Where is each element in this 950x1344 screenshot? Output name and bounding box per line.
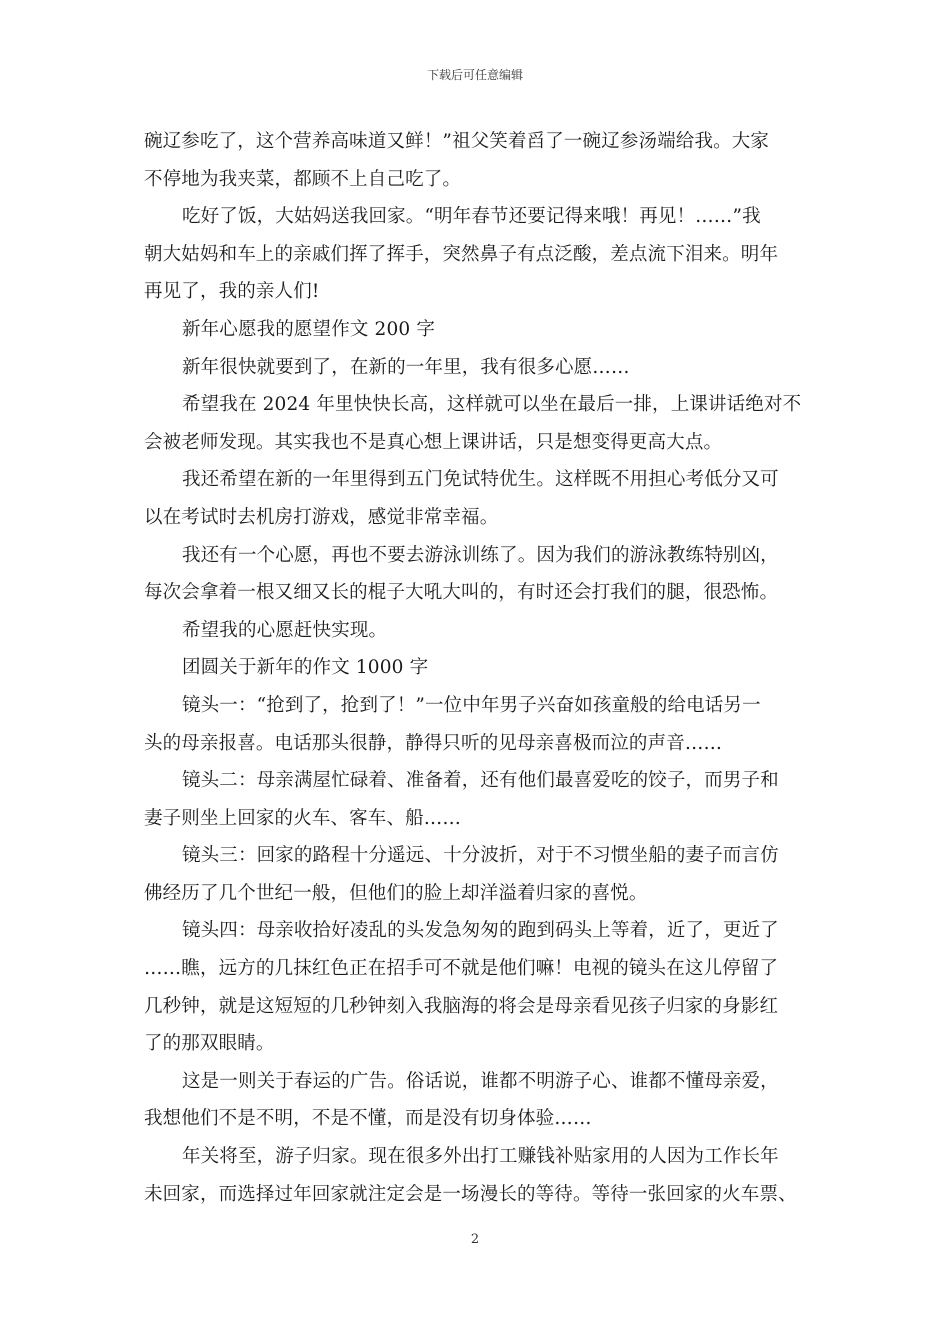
text-line: ……瞧，远方的几抹红色正在招手可不就是他们嘛！电视的镜头在这儿停留了: [144, 958, 779, 980]
text-line: 未回家，而选择过年回家就注定会是一场漫长的等待。等待一张回家的火车票、: [144, 1183, 797, 1205]
text-line: 希望我的心愿赶快实现。: [182, 619, 388, 641]
text-line: 我想他们不是不明，不是不懂，而是没有切身体验……: [144, 1108, 592, 1130]
text-line: 会被老师发现。其实我也不是真心想上课讲话，只是想变得更高大点。: [144, 431, 723, 453]
text-line: 镜头四：母亲收拾好凌乱的头发急匆匆的跑到码头上等着，近了，更近了: [182, 920, 779, 942]
text-line: 朝大姑妈和车上的亲戚们挥了挥手，突然鼻子有点泛酸，差点流下泪来。明年: [144, 243, 779, 265]
document-body: [144, 123, 812, 1213]
text-line: 新年很快就要到了，在新的一年里，我有很多心愿……: [182, 356, 630, 378]
text-line: 我还希望在新的一年里得到五门免试特优生。这样既不用担心考低分又可: [182, 469, 779, 491]
text-line: 几秒钟，就是这短短的几秒钟刻入我脑海的将会是母亲看见孩子归家的身影红: [144, 995, 779, 1017]
text-line: 这是一则关于春运的广告。俗话说，谁都不明游子心、谁都不懂母亲爱，: [182, 1070, 779, 1092]
text-line: 了的那双眼睛。: [144, 1033, 275, 1055]
text-line: 再见了，我的亲人们!: [144, 281, 320, 303]
text-line: 碗辽参吃了，这个营养高味道又鲜！”祖父笑着舀了一碗辽参汤端给我。大家: [144, 131, 770, 152]
text-line: 吃好了饭，大姑妈送我回家。“明年春节还要记得来哦！再见！……”我: [182, 206, 761, 228]
text-line: 希望我在 2024 年里快快长高，这样就可以坐在最后一排，上课讲话绝对不: [182, 394, 802, 416]
text-line: 镜头一：“抢到了，抢到了！”一位中年男子兴奋如孩童般的给电话另一: [182, 694, 761, 716]
text-line: 头的母亲报喜。电话那头很静，静得只听的见母亲喜极而泣的声音……: [144, 732, 723, 754]
text-line: 团圆关于新年的作文 1000 字: [182, 657, 429, 679]
page-header: 下载后可任意编辑: [426, 68, 523, 82]
text-line: 我还有一个心愿，再也不要去游泳训练了。因为我们的游泳教练特别凶，: [182, 544, 779, 566]
text-line: 以在考试时去机房打游戏，感觉非常幸福。: [144, 506, 499, 528]
text-line: 妻子则坐上回家的火车、客车、船……: [144, 807, 462, 829]
text-line: 不停地为我夹菜，都顾不上自己吃了。: [144, 168, 462, 190]
text-line: 佛经历了几个世纪一般，但他们的脸上却洋溢着归家的喜悦。: [144, 882, 648, 904]
text-line: 镜头三：回家的路程十分遥远、十分波折，对于不习惯坐船的妻子而言仿: [182, 845, 779, 867]
text-line: 每次会拿着一根又细又长的棍子大吼大叫的，有时还会打我们的腿，很恐怖。: [144, 582, 779, 604]
text-line: 新年心愿我的愿望作文 200 字: [182, 318, 435, 340]
text-line: 镜头二：母亲满屋忙碌着、准备着，还有他们最喜爱吃的饺子，而男子和: [182, 770, 779, 792]
text-line: 年关将至，游子归家。现在很多外出打工赚钱补贴家用的人因为工作长年: [182, 1146, 779, 1168]
page-number: 2: [470, 1232, 480, 1247]
